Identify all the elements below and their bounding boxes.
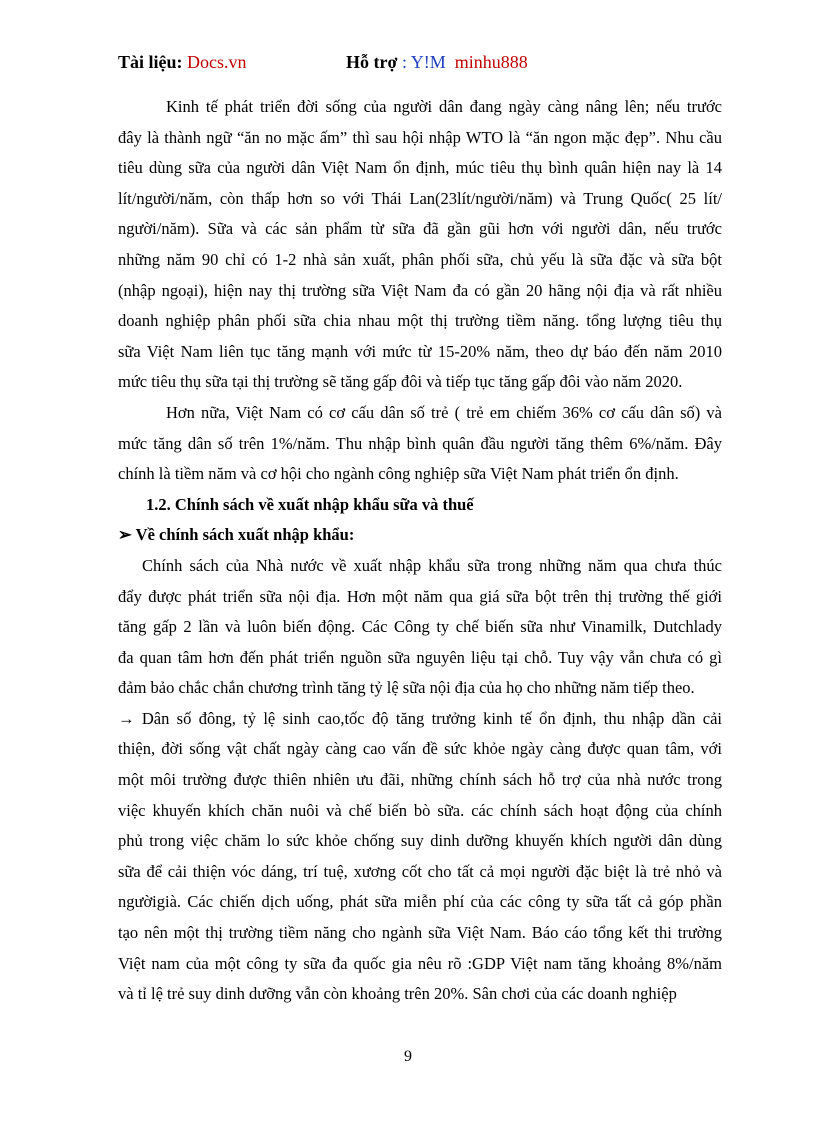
text-line: Hơn nữa, Việt Nam có cơ cấu dân số trẻ ( trẻ em chiếm 36% cơ cấu dân số) và bbox=[166, 402, 722, 422]
text-line: mức tăng dân số trên 1%/năm. Thu nhập bình quân đầu người tăng thêm 6%/năm. Đây bbox=[118, 433, 722, 453]
text-line: chính là tiềm năm và cơ hội cho ngành công nghiệp sữa Việt Nam phát triển ổn định. bbox=[118, 464, 679, 484]
document-body bbox=[118, 92, 722, 1010]
text-line: doanh nghiệp phân phối sữa chia nhau một thị trường tiềm năng. tổng lượng tiêu thụ bbox=[118, 311, 722, 331]
text-line: việc khuyến khích chăn nuôi và chế biến bò sữa. các chính sách hoạt động của chính bbox=[118, 800, 722, 820]
text-line: Chính sách của Nhà nước về xuất nhập khẩu sữa trong những năm qua chưa thúc bbox=[142, 555, 722, 575]
text-line: (nhập ngoại), hiện nay thị trường sữa Việt Nam đa có gần 20 hãng nội địa và rất nhiều bbox=[118, 280, 722, 300]
text-line: mức tiêu thụ sữa tại thị trường sẽ tăng gấp đôi và tiếp tục tăng gấp đôi vào năm 2020. bbox=[118, 372, 683, 392]
text-line: lít/người/năm, còn thấp hơn so với Thái Lan(23lít/người/năm) và Trung Quốc( 25 lít/ bbox=[118, 188, 722, 208]
text-line: tăng gấp 2 lần và luôn biến động. Các Công ty chế biến sữa như Vinamilk, Dutchlady bbox=[118, 617, 722, 637]
text-line: Việt nam của một công ty sữa đa quốc gia nêu rõ :GDP Việt nam tăng khoảng 8%/năm bbox=[118, 953, 722, 973]
text-line: sữa Việt Nam liên tục tăng mạnh với mức từ 15-20% năm, theo dự báo đến năm 2010 bbox=[118, 341, 722, 361]
support-sep: : bbox=[397, 52, 411, 72]
doc-site-link[interactable]: Docs.vn bbox=[187, 52, 247, 72]
text-line: đẩy được phát triển sữa nội địa. Hơn một năm qua giá sữa bột trên thị trường thế giới bbox=[118, 586, 722, 606]
text-line: sữa để cải thiện vóc dáng, trí tuệ, xương cốt cho tất cả mọi người đặc biệt là trẻ nhỏ và bbox=[118, 861, 722, 881]
page-number: 9 bbox=[404, 1048, 412, 1065]
text-line: một môi trường được thiên nhiên ưu đãi, những chính sách hỗ trợ của nhà nước trong bbox=[118, 770, 722, 790]
text-line: người/năm). Sữa và các sản phẩm từ sữa đã gần gũi hơn với người dân, nếu trước bbox=[118, 219, 722, 239]
text-line: phủ trong việc chăm lo sức khỏe chống suy dinh dưỡng khuyến khích người dân dùng bbox=[118, 831, 722, 851]
support-ym: Y!M bbox=[410, 52, 446, 72]
doc-label: Tài liệu bbox=[118, 52, 177, 72]
page-header: Tài liệu: Docs.vn Hỗ trợ : Y!M minhu888 bbox=[118, 52, 528, 72]
section-heading: ➢ Về chính sách xuất nhập khẩu: bbox=[118, 525, 355, 545]
text-line: đây là thành ngữ “ăn no mặc ấm” thì sau hội nhập WTO là “ăn ngon mặc đẹp”. Nhu cầu bbox=[118, 127, 722, 147]
text-line: tạo nên một thị trường tiềm năng cho ngành sữa Việt Nam. Báo cáo tổng kết thi trường bbox=[118, 923, 722, 943]
text-line: Kinh tế phát triển đời sống của người dân đang ngày càng nâng lên; nếu trước bbox=[166, 97, 722, 116]
text-line: đa quan tâm hơn đến phát triển nguồn sữa nguyên liệu tại chỗ. Tuy vậy vẫn chưa có gì bbox=[118, 647, 722, 667]
text-line: → Dân số đông, tỷ lệ sinh cao,tốc độ tăng trưởng kinh tế ổn định, thu nhập dần cải bbox=[118, 708, 722, 728]
section-heading: 1.2. Chính sách về xuất nhập khẩu sữa và thuế bbox=[146, 494, 474, 514]
support-info bbox=[346, 52, 528, 73]
text-line: thiện, đời sống vật chất ngày càng cao vấn đề sức khỏe ngày càng được quan tâm, với bbox=[118, 739, 722, 759]
text-line: và tỉ lệ trẻ suy dinh dưỡng vẫn còn khoảng trên 20%. Sân chơi của các doanh nghiệp bbox=[118, 984, 677, 1004]
text-line: tiêu dùng sữa của người dân Việt Nam ổn định, múc tiêu thụ bình quân hiện nay là 14 bbox=[118, 158, 722, 178]
text-line: những năm 90 chỉ có 1-2 nhà sản xuất, phân phối sữa, chủ yếu là sữa đặc và sữa bột bbox=[118, 249, 722, 269]
text-line: ngườigià. Các chiến dịch uống, phát sữa miễn phí của các công ty sữa tất cả góp phần bbox=[118, 892, 722, 912]
support-name: minhu888 bbox=[454, 52, 528, 72]
support-label: Hỗ trợ bbox=[346, 52, 398, 72]
text-line: đảm bảo chắc chắn chương trình tăng tỷ lệ sữa nội địa của họ cho những năm tiếp theo. bbox=[118, 678, 695, 698]
